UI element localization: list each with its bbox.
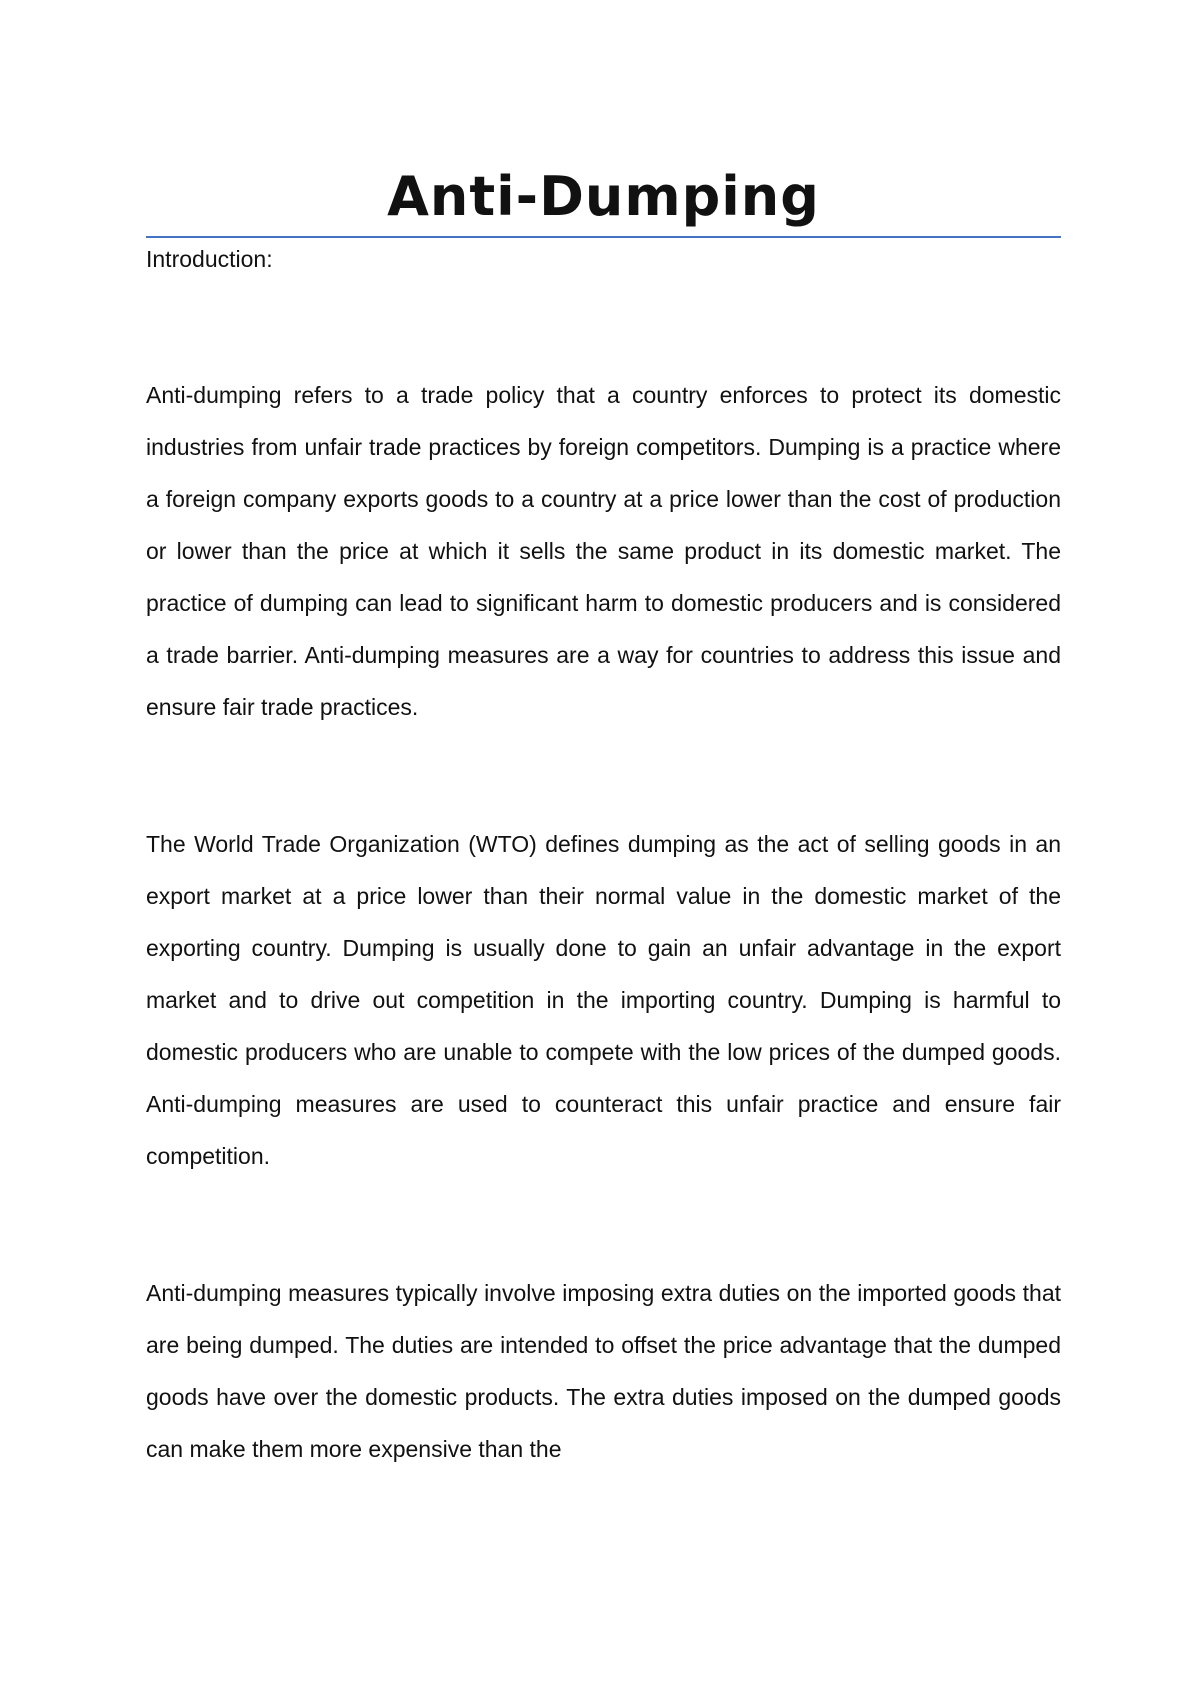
section-label-introduction: Introduction: [146,246,273,272]
paragraph-3: Anti-dumping measures typically involve imposing extra duties on the imported goods that are being dumped. The duties are intended to offset the price advantage that the dumped goods have over the domestic products. The extra duties imposed on the dumped goods can make them more expensive than the [146,1280,1061,1462]
document-title: Anti-Dumping [387,165,820,228]
title-underline-rule [146,236,1061,238]
document-body [146,160,1061,1475]
paragraph-1: Anti-dumping refers to a trade policy that a country enforces to protect its domestic industries from unfair trade practices by foreign competitors. Dumping is a practice where a foreign company exports goods to a country at a price lower than the cost of production or lower than the price at which it sells the same product in its domestic market. The practice of dumping can lead to significant harm to domestic producers and is considered a trade barrier. Anti-dumping measures are a way for countries to address this issue and ensure fair trade practices. [146,382,1061,720]
paragraph-2: The World Trade Organization (WTO) defines dumping as the act of selling goods in an export market at a price lower than their normal value in the domestic market of the exporting country. Dumping is usually done to gain an unfair advantage in the export market and to drive out competition in the importing country. Dumping is harmful to domestic producers who are unable to compete with the low prices of the dumped goods. Anti-dumping measures are used to counteract this unfair practice and ensure fair competition. [146,831,1061,1169]
